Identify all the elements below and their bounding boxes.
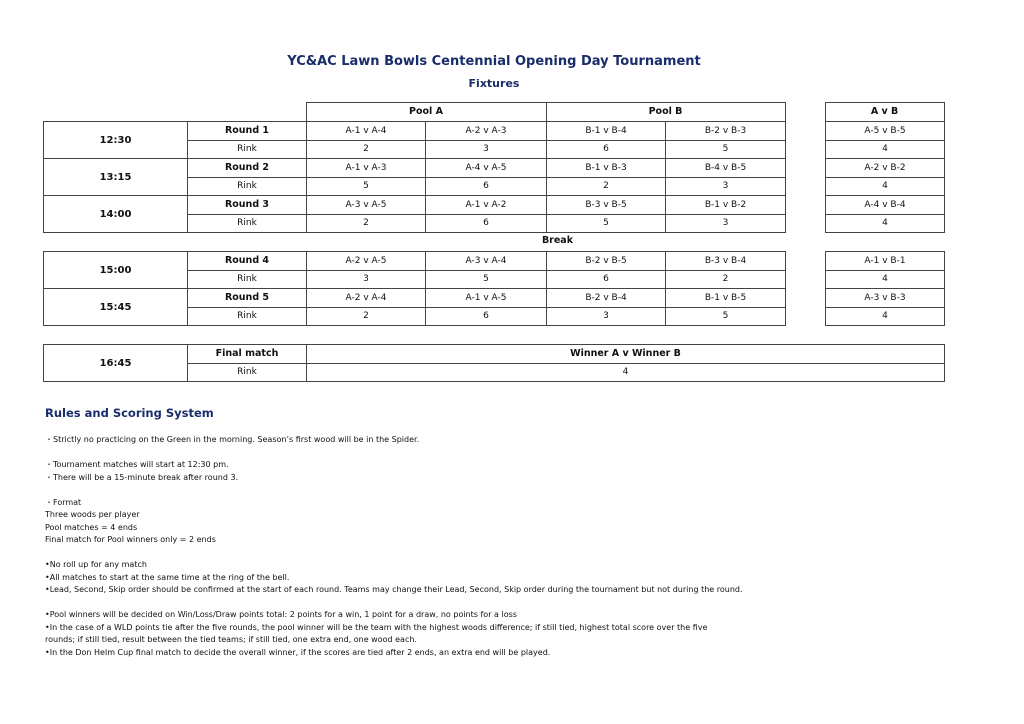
round-label: Round 5 [188,289,307,308]
break-label: Break [541,235,574,246]
match-cell: A-2 v A-5 [307,252,426,271]
session-time: 15:45 [44,289,188,326]
rule-line: •In the Don Helm Cup final match to decide the overall winner, if the scores are tied after 2 ends, an extra end will be played. [45,647,551,657]
rink-cell: 2 [666,270,786,289]
round-row [44,252,945,271]
rule-line: ・Format [45,497,82,507]
session-time: 14:00 [44,196,188,233]
round-row [44,159,945,178]
match-cell: B-1 v B-3 [547,159,666,178]
final-time: 16:45 [44,345,188,382]
final-rink-value: 4 [307,363,945,382]
match-cell-a-v-b: A-1 v B-1 [826,252,945,271]
rule-line: •All matches to start at the same time at the ring of the bell. [45,572,290,582]
rink-label: Rink [188,177,307,196]
rink-cell-a-v-b: 4 [826,214,945,233]
rule-line: Three woods per player [45,510,140,519]
round-row [44,122,945,141]
match-cell-a-v-b: A-4 v B-4 [826,196,945,215]
fixtures-rounds-4-5 [43,251,945,326]
match-cell: A-1 v A-3 [307,159,426,178]
match-cell: B-1 v B-2 [666,196,786,215]
match-cell: B-3 v B-5 [547,196,666,215]
rink-cell-a-v-b: 4 [826,140,945,159]
match-cell: B-1 v B-5 [666,289,786,308]
rink-cell-a-v-b: 4 [826,270,945,289]
rule-line: ・Tournament matches will start at 12:30 pm. [45,460,229,469]
final-match: Winner A v Winner B [307,345,945,364]
rules-title: Rules and Scoring System [45,406,214,420]
rink-cell: 5 [426,270,547,289]
rule-line: rounds; if still tied, result between the tied teams; if still tied, one extra end, one wood each. [45,635,417,644]
match-cell-a-v-b: A-2 v B-2 [826,159,945,178]
rule-line: Final match for Pool winners only = 2 ends [45,535,216,544]
rink-cell: 5 [547,214,666,233]
match-cell: A-2 v A-4 [307,289,426,308]
rule-line: •No roll up for any match [45,560,147,569]
rules-gap [45,484,965,497]
match-cell: A-1 v A-4 [307,122,426,141]
rules-gap [45,447,965,460]
round-label: Round 2 [188,159,307,178]
rink-cell: 6 [426,177,547,196]
rink-cell-a-v-b: 4 [826,307,945,326]
pool-b-header: Pool B [546,103,785,122]
rink-cell: 3 [426,140,547,159]
final-match-table [43,344,945,382]
fixtures-header [43,102,945,122]
rules-gap [45,597,965,610]
match-cell: B-1 v B-4 [547,122,666,141]
rink-cell: 2 [547,177,666,196]
rink-cell: 3 [666,177,786,196]
rink-label: Rink [188,270,307,289]
match-cell: A-1 v A-2 [426,196,547,215]
a-v-b-header: A v B [825,103,944,122]
match-cell: B-2 v B-4 [547,289,666,308]
rink-cell: 3 [547,307,666,326]
rink-cell: 3 [307,270,426,289]
rink-cell-a-v-b: 4 [826,177,945,196]
match-cell: B-4 v B-5 [666,159,786,178]
rink-cell: 6 [547,140,666,159]
rule-line: Pool matches = 4 ends [45,522,138,532]
final-label: Final match [188,345,307,364]
match-cell: A-1 v A-5 [426,289,547,308]
match-cell-a-v-b: A-5 v B-5 [826,122,945,141]
rink-cell: 2 [307,140,426,159]
match-cell: A-4 v A-5 [426,159,547,178]
rink-label: Rink [188,140,307,159]
pool-a-header: Pool A [306,103,546,122]
rink-cell: 5 [307,177,426,196]
match-cell: B-2 v B-3 [666,122,786,141]
match-cell: B-2 v B-5 [547,252,666,271]
round-label: Round 1 [188,122,307,141]
rules-list [45,434,965,659]
page-subtitle: Fixtures [468,77,520,90]
rule-line: ・There will be a 15-minute break after round 3. [45,472,239,482]
rule-line: •Pool winners will be decided on Win/Loss/Draw points total: 2 points for a win, 1 point for a draw, no points for a loss [45,610,517,619]
rule-line: •In the case of a WLD points tie after the five rounds, the pool winner will be the team with the highest woods difference; if still tied, highest total score over the five [45,622,708,632]
rink-cell: 5 [666,140,786,159]
match-cell: A-3 v A-5 [307,196,426,215]
round-label: Round 3 [188,196,307,215]
round-row [44,289,945,308]
rules-gap [45,547,965,560]
match-cell: A-2 v A-3 [426,122,547,141]
rule-line: •Lead, Second, Skip order should be confirmed at the start of each round. Teams may change their Lead, Second, Skip order during the tournament but not during the round. [45,585,743,594]
rink-cell: 2 [307,214,426,233]
rink-cell: 6 [547,270,666,289]
session-time: 15:00 [44,252,188,289]
rink-cell: 6 [426,307,547,326]
fixtures-rounds-1-3 [43,121,945,233]
final-rink-label: Rink [188,363,307,382]
rink-cell: 2 [307,307,426,326]
rule-line: ・Strictly no practicing on the Green in the morning. Season’s first wood will be in the Spider. [45,435,420,444]
round-label: Round 4 [188,252,307,271]
rink-cell: 6 [426,214,547,233]
match-cell: B-3 v B-4 [666,252,786,271]
match-cell: A-3 v A-4 [426,252,547,271]
session-time: 13:15 [44,159,188,196]
page-title: YC&AC Lawn Bowls Centennial Opening Day Tournament [287,54,701,69]
rink-cell: 3 [666,214,786,233]
rink-cell: 5 [666,307,786,326]
rink-label: Rink [188,214,307,233]
session-time: 12:30 [44,122,188,159]
rink-label: Rink [188,307,307,326]
match-cell-a-v-b: A-3 v B-3 [826,289,945,308]
round-row [44,196,945,215]
